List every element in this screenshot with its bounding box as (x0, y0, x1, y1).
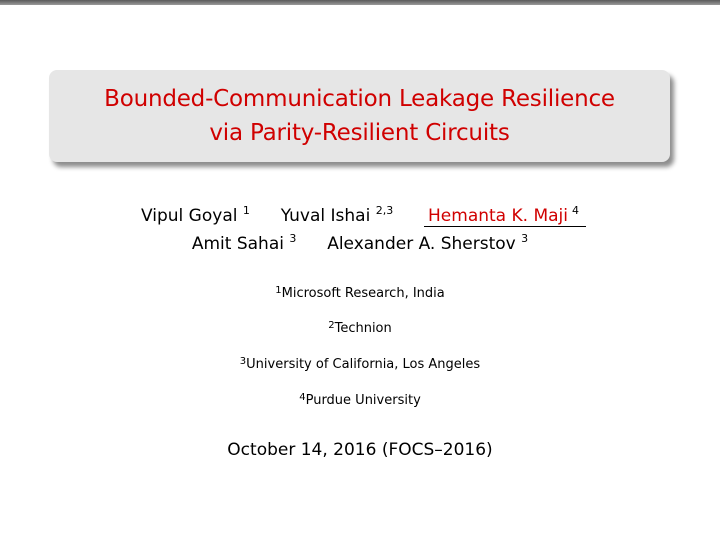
authors-row-2 (0, 232, 720, 254)
presenter-affil: 4 (571, 204, 579, 217)
presentation-date: October 14, 2016 (FOCS–2016) (227, 440, 493, 460)
presenter-name: Hemanta K. Maji (428, 206, 568, 226)
title-line-1: Bounded-Communication Leakage Resilience (104, 86, 615, 112)
affiliation-num: 3 (239, 356, 247, 367)
author-name: Amit Sahai (191, 234, 284, 254)
affiliation-name: Purdue University (305, 393, 421, 408)
author-affil: 3 (289, 232, 297, 245)
top-bar (0, 0, 720, 5)
title-line-2: via Parity-Resilient Circuits (209, 120, 510, 146)
affiliation-name: Technion (334, 321, 392, 336)
affiliation-num: 4 (299, 392, 306, 403)
author-affil: 1 (242, 204, 250, 217)
affiliation-num: 1 (275, 285, 282, 296)
affiliation-4 (0, 392, 720, 408)
affiliation-1 (0, 285, 720, 301)
author-name: Yuval Ishai (280, 206, 371, 226)
author-affil: 3 (521, 232, 529, 245)
affiliation-3 (0, 356, 720, 372)
title-box (49, 70, 670, 162)
affiliation-2 (0, 320, 720, 336)
affiliation-name: University of California, Los Angeles (246, 357, 481, 372)
presenter (424, 206, 586, 227)
author-name: Alexander A. Sherstov (327, 234, 516, 254)
affiliation-name: Microsoft Research, India (281, 286, 445, 301)
affiliation-num: 2 (328, 320, 335, 331)
authors-row-1 (0, 204, 720, 227)
author-affil: 2,3 (375, 204, 394, 217)
author-name: Vipul Goyal (141, 206, 238, 226)
